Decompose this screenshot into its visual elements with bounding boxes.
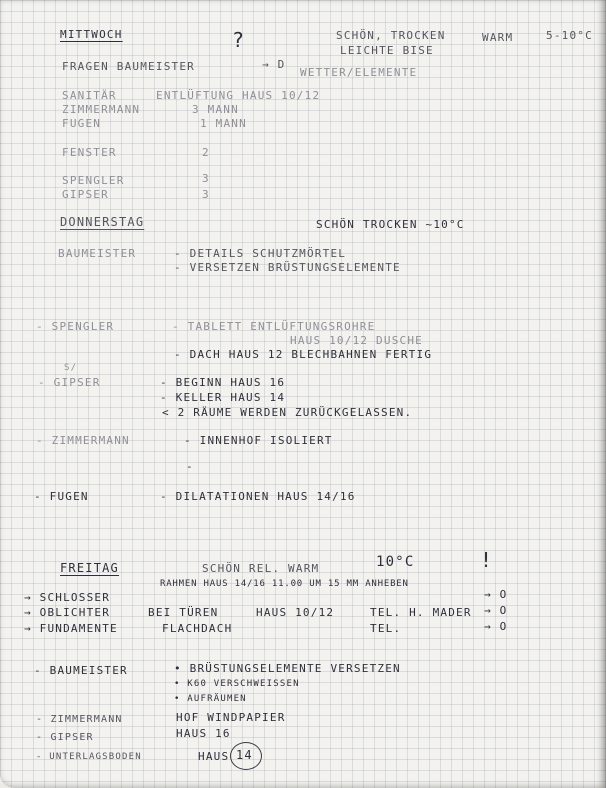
weather-donnerstag: SCHÖN TROCKEN ~10°C bbox=[316, 218, 465, 231]
donnerstag-gipser-label: - GIPSER bbox=[38, 376, 101, 389]
freitag-oblichter: → OBLICHTER bbox=[24, 606, 111, 619]
page-edge-shadow bbox=[596, 0, 606, 788]
row-fenster-label: FENSTER bbox=[62, 146, 117, 159]
freitag-schlosser: → SCHLOSSER bbox=[24, 591, 111, 604]
freitag-exclaim: ! bbox=[480, 548, 493, 572]
weather-mittwoch-warm: WARM bbox=[482, 31, 514, 44]
row-sanitaer-label: SANITÄR bbox=[62, 89, 117, 102]
donnerstag-zimmermann-2: - bbox=[186, 460, 194, 473]
freitag-gipser-label: - GIPSER bbox=[36, 732, 94, 743]
weather-freitag-temp: 10°C bbox=[376, 554, 415, 570]
freitag-gipser-1: HAUS 16 bbox=[176, 727, 231, 740]
row-zimmermann-label: ZIMMERMANN bbox=[62, 103, 141, 116]
heading-mittwoch: MITTWOCH bbox=[60, 28, 123, 41]
donnerstag-gipser-1: - BEGINN HAUS 16 bbox=[160, 376, 286, 389]
freitag-baumeister-1: • BRÜSTUNGSELEMENTE VERSETZEN bbox=[174, 662, 401, 675]
donnerstag-spengler-2: HAUS 10/12 DUSCHE bbox=[290, 334, 423, 347]
donnerstag-spengler-label: - SPENGLER bbox=[36, 320, 115, 333]
freitag-oblichter-tel: TEL. H. MADER bbox=[370, 606, 472, 619]
row-gipser-value: 3 bbox=[202, 188, 210, 201]
donnerstag-baumeister-1: - DETAILS SCHUTZMÖRTEL bbox=[174, 247, 347, 260]
donnerstag-spengler-1: - TABLETT ENTLÜFTUNGSROHRE bbox=[172, 320, 376, 333]
freitag-line1: RAHMEN HAUS 14/16 11.00 UM 15 MM ANHEBEN bbox=[160, 579, 409, 589]
donnerstag-fugen-label: - FUGEN bbox=[34, 490, 89, 503]
row-spengler-label: SPENGLER bbox=[62, 174, 125, 187]
freitag-baumeister-2: • K60 VERSCHWEISSEN bbox=[174, 679, 300, 689]
freitag-zimmermann-label: - ZIMMERMANN bbox=[36, 714, 123, 725]
freitag-schlosser-arrow: → O bbox=[484, 588, 508, 601]
fragen-baumeister: FRAGEN BAUMEISTER bbox=[62, 60, 195, 73]
donnerstag-gipser-3: < 2 RÄUME WERDEN ZURÜCKGELASSEN. bbox=[162, 406, 413, 419]
weather-freitag: SCHÖN REL. WARM bbox=[202, 562, 320, 575]
row-fenster-value: 2 bbox=[202, 146, 210, 159]
freitag-oblichter-haus: HAUS 10/12 bbox=[256, 606, 335, 619]
freitag-oblichter-mid: BEI TÜREN bbox=[148, 606, 219, 619]
row-zimmermann-value: 3 MANN bbox=[192, 103, 239, 116]
freitag-fundamente-mid: FLACHDACH bbox=[162, 622, 233, 635]
donnerstag-baumeister-label: BAUMEISTER bbox=[58, 247, 137, 260]
donnerstag-spengler-3: - DACH HAUS 12 BLECHBAHNEN FERTIG bbox=[174, 348, 433, 361]
freitag-zimmermann-1: HOF WINDPAPIER bbox=[176, 711, 286, 724]
weather-mittwoch: SCHÖN, TROCKEN bbox=[336, 29, 446, 42]
freitag-unterlag-number: 14 bbox=[236, 748, 253, 762]
weather-mittwoch-temp: 5-10°C bbox=[546, 29, 593, 42]
weather-mittwoch-bise: LEICHTE BISE bbox=[340, 44, 434, 57]
donnerstag-baumeister-2: - VERSETZEN BRÜSTUNGSELEMENTE bbox=[174, 261, 401, 274]
freitag-fundamente: → FUNDAMENTE bbox=[24, 622, 118, 635]
row-fugen-label: FUGEN bbox=[62, 117, 102, 130]
donnerstag-gipser-prefix: S/ bbox=[64, 363, 78, 373]
donnerstag-gipser-2: - KELLER HAUS 14 bbox=[160, 391, 286, 404]
freitag-baumeister-3: • AUFRÄUMEN bbox=[174, 694, 247, 704]
row-sanitaer-value: ENTLÜFTUNG HAUS 10/12 bbox=[156, 89, 321, 102]
freitag-baumeister-label: - BAUMEISTER bbox=[34, 664, 128, 677]
arrow-note-elemente: WETTER/ELEMENTE bbox=[300, 66, 418, 79]
donnerstag-zimmermann-1: - INNENHOF ISOLIERT bbox=[184, 434, 333, 447]
arrow-note: → D bbox=[262, 58, 286, 71]
row-gipser-label: GIPSER bbox=[62, 188, 109, 201]
freitag-oblichter-arrow: → O bbox=[484, 604, 508, 617]
freitag-unterlag-haus: HAUS bbox=[198, 750, 230, 763]
row-fugen-value: 1 MANN bbox=[200, 117, 247, 130]
row-spengler-value: 3 bbox=[202, 172, 210, 185]
heading-donnerstag: DONNERSTAG bbox=[60, 215, 145, 229]
donnerstag-fugen-1: - DILATATIONEN HAUS 14/16 bbox=[160, 490, 356, 503]
question-mark: ? bbox=[232, 28, 245, 52]
freitag-fundamente-tel: TEL. bbox=[370, 622, 402, 635]
freitag-fundamente-arrow: → O bbox=[484, 620, 508, 633]
heading-freitag: FREITAG bbox=[60, 561, 119, 575]
freitag-unterlag-label: - UNTERLAGSBODEN bbox=[36, 752, 142, 762]
donnerstag-zimmermann-label: - ZIMMERMANN bbox=[36, 434, 130, 447]
